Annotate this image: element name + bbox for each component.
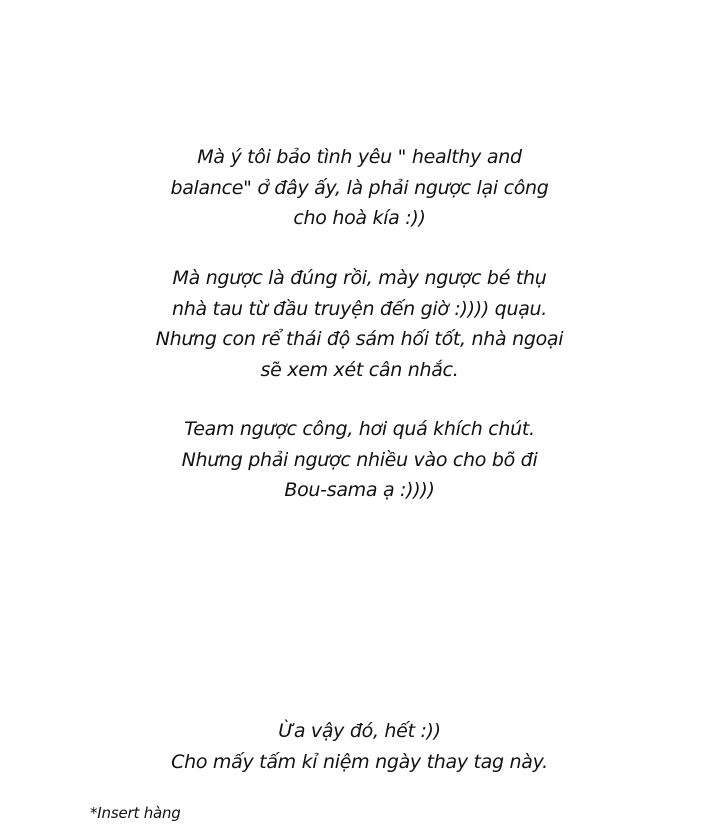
- text-line: Nhưng phải ngược nhiều vào cho bõ đi: [181, 448, 538, 471]
- paragraph-closing: [0, 716, 719, 777]
- text-line: Cho mấy tấm kỉ niệm ngày thay tag này.: [171, 750, 548, 773]
- paragraph-nguoc-be-thu: [0, 263, 719, 385]
- paragraph-healthy-balance: [0, 142, 719, 234]
- text-line: Mà ngược là đúng rồi, mày ngược bé thụ: [172, 267, 547, 289]
- text-line: Nhưng con rể thái độ sám hối tốt, nhà ngoại: [155, 328, 564, 350]
- text-line: cho hoà kía :)): [293, 207, 426, 229]
- text-line: Mà ý tôi bảo tình yêu " healthy and: [197, 146, 522, 168]
- text-line: nhà tau từ đầu truyện đến giờ :)))) quạu.: [171, 297, 548, 320]
- text-line: Team ngược công, hơi quá khích chút.: [184, 418, 535, 440]
- text-line: Ừa vậy đó, hết :)): [278, 720, 441, 742]
- text-line: balance" ở đây ấy, là phải ngược lại công: [170, 176, 549, 199]
- text-line: sẽ xem xét cân nhắc.: [260, 358, 459, 381]
- footnote: *Insert hàng: [90, 804, 181, 822]
- text-line: Bou-sama ạ :)))): [284, 479, 435, 501]
- paragraph-team-nguoc-cong: [0, 414, 719, 506]
